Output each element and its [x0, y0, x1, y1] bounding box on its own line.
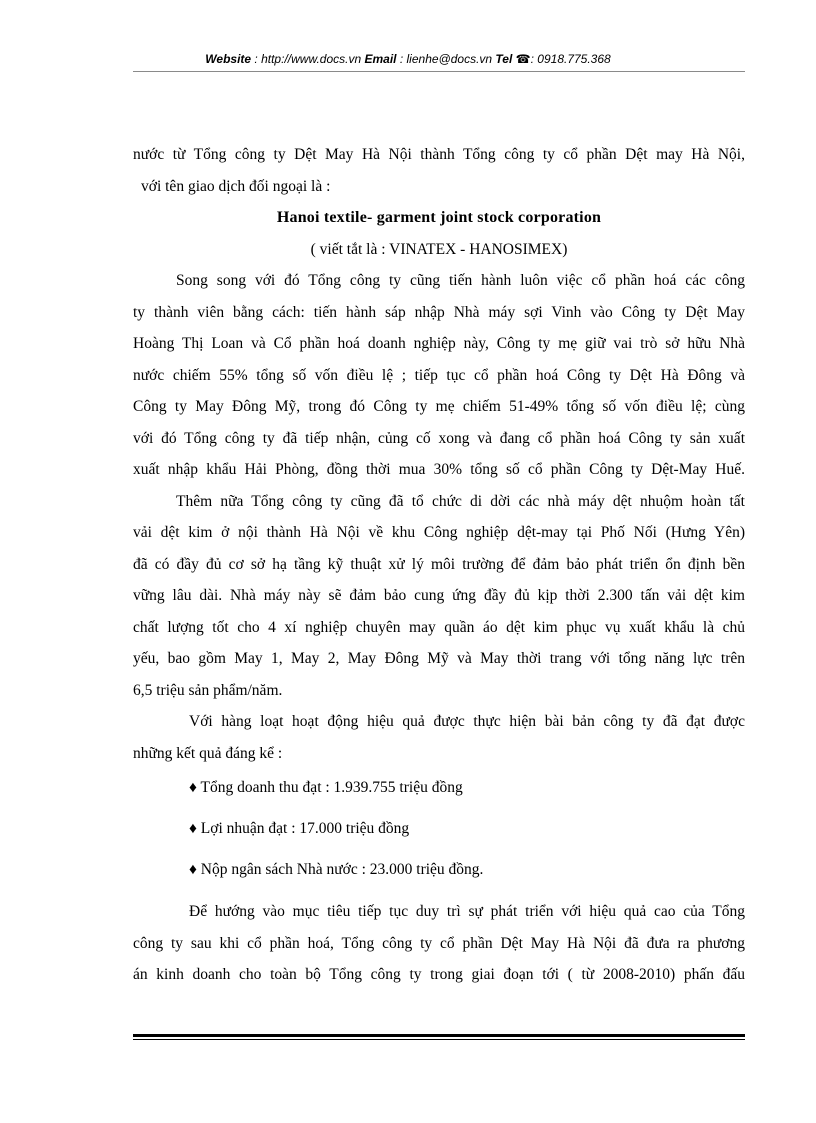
text-line: nước chiếm 55% tổng số vốn điều lệ ; tiếp tục cổ phần hoá Công ty Dệt Hà Đông và [133, 366, 745, 384]
list-item-text: Tổng doanh thu đạt : 1.939.755 triệu đồng [200, 779, 463, 796]
footer-divider [133, 1034, 745, 1040]
text-line: Công ty May Đông Mỹ, trong đó Công ty mẹ chiếm 51-49% tổng số vốn điều lệ; cùng [133, 398, 745, 415]
text-line: 6,5 triệu sản phẩm/năm. [133, 681, 283, 699]
text-line: yếu, bao gồm May 1, May 2, May Đông Mỹ và May thời trang với tổng năng lực trên [133, 650, 745, 667]
paragraph-strategy [133, 896, 745, 991]
email-value[interactable]: : lienhe@docs.vn [399, 52, 493, 66]
list-item [133, 810, 745, 851]
text-line: những kết quả đáng kể : [133, 744, 283, 762]
diamond-bullet-icon: ♦ [189, 779, 197, 796]
page-header [0, 51, 816, 67]
text-line: Với hàng loạt hoạt động hiệu quả được thực hiện bài bản công ty đã đạt được [189, 713, 745, 730]
text-line: đã có đầy đủ cơ sở hạ tầng kỹ thuật xử lý môi trường để đảm bảo phát triển ổn định bền [133, 555, 745, 573]
results-list [133, 769, 745, 892]
text-line: Thêm nữa Tổng công ty cũng đã tổ chức di dời các nhà máy dệt nhuộm hoàn tất [176, 492, 745, 510]
email-label: Email [364, 52, 397, 66]
tel-value: : 0918.775.368 [530, 52, 611, 66]
text-line: vải dệt kim ở nội thành Hà Nội về khu Công nghiệp dệt-may tại Phố Nối (Hưng Yên) [133, 524, 745, 541]
trade-name: Hanoi textile- garment joint stock corporation [276, 209, 602, 226]
text-line: ty thành viên bằng cách: tiến hành sáp nhập Nhà máy sợi Vinh vào Công ty Dệt May [133, 303, 745, 321]
text-line: chất lượng tốt cho 4 xí nghiệp chuyên may quần áo dệt kim phục vụ xuất khẩu là chủ [133, 618, 745, 636]
text-line: nước từ Tổng công ty Dệt May Hà Nội thành Tổng công ty cổ phần Dệt may Hà Nội, [133, 146, 745, 163]
text-line: Song song với đó Tổng công ty cũng tiến hành luôn việc cổ phần hoá các công [176, 272, 745, 289]
text-line: với tên giao dịch đối ngoại là : [141, 177, 331, 195]
paragraph-results [133, 706, 745, 769]
header-divider [133, 71, 745, 72]
text-line: Hoàng Thị Loan và Cổ phần hoá doanh nghiệp này, Công ty mẹ giữ vai trò sở hữu Nhà [133, 335, 745, 352]
list-item [133, 851, 745, 892]
list-item [133, 769, 745, 810]
website-value[interactable]: : http://www.docs.vn [254, 52, 362, 66]
list-item-text: Lợi nhuận đạt : 17.000 triệu đồng [200, 820, 410, 837]
tel-label: Tel [495, 52, 513, 66]
text-line: công ty sau khi cổ phần hoá, Tổng công ty cổ phần Dệt May Hà Nội đã đưa ra phương [133, 934, 745, 952]
paragraph-relocation [133, 486, 745, 707]
phone-icon: ☎ [515, 52, 531, 66]
list-item-text: Nộp ngân sách Nhà nước : 23.000 triệu đồng. [200, 861, 484, 878]
paragraph-intro [133, 139, 745, 202]
text-line: xuất nhập khẩu Hải Phòng, đồng thời mua 30% tổng số cổ phần Công ty Dệt-May Huế. [133, 461, 745, 478]
website-label: Website [205, 52, 252, 66]
text-line: án kinh doanh cho toàn bộ Tổng công ty trong giai đoạn tới ( từ 2008-2010) phấn đấu [133, 966, 745, 983]
text-line: Để hướng vào mục tiêu tiếp tục duy trì sự phát triển với hiệu quả cao của Tổng [189, 903, 745, 920]
diamond-bullet-icon: ♦ [189, 861, 197, 878]
text-line: với đó Tổng công ty đã tiếp nhận, củng cố xong và đang cổ phần hoá Công ty sản xuất [133, 429, 745, 447]
paragraph-equitization [133, 265, 745, 486]
document-body [133, 139, 745, 991]
trade-abbreviation: ( viết tắt là : VINATEX - HANOSIMEX) [310, 240, 568, 258]
text-line: vững lâu dài. Nhà máy này sẽ đảm bảo cung ứng đầy đủ kịp thời 2.300 tấn vải dệt kim [133, 587, 745, 604]
diamond-bullet-icon: ♦ [189, 820, 197, 837]
